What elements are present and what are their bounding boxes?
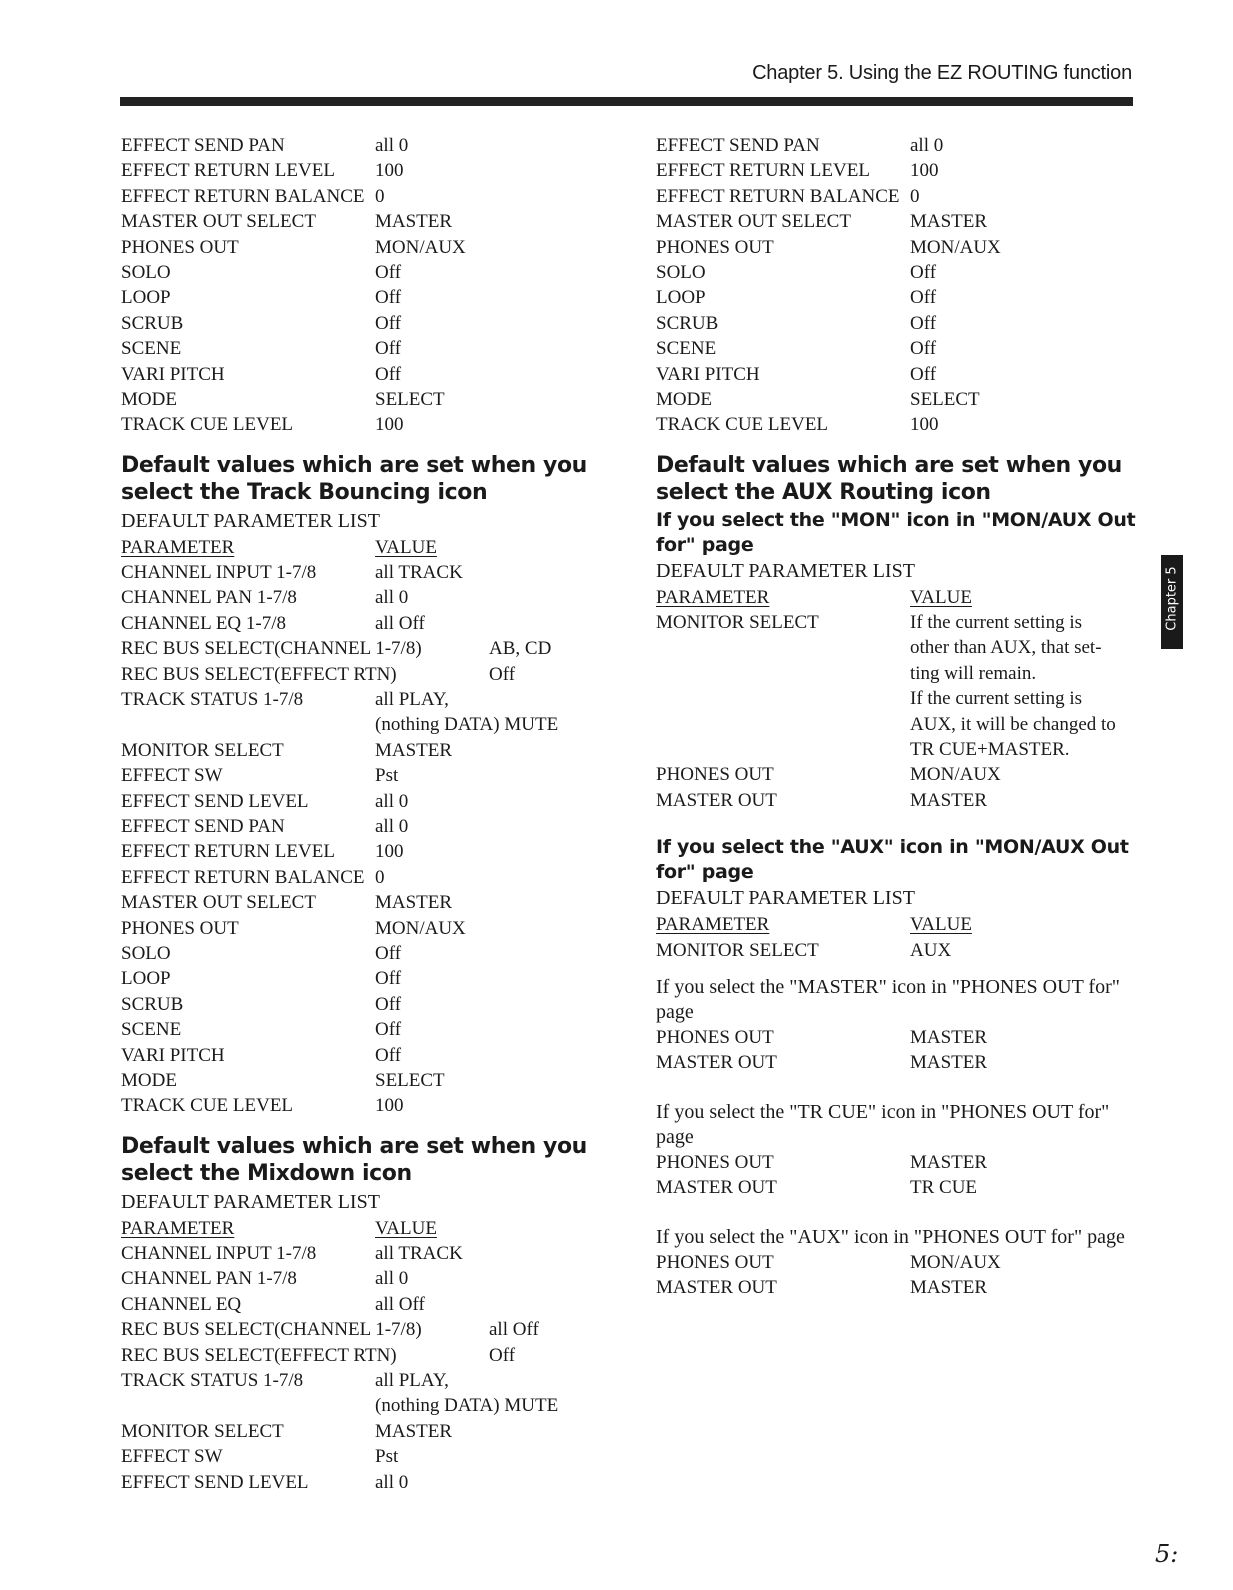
parameter-value: 100 [375, 1095, 404, 1117]
parameter-value: all 0 [375, 790, 409, 812]
parameter-value: Off [375, 363, 402, 385]
value-header: VALUE [910, 914, 972, 936]
parameter-value: If the current setting is [910, 688, 1083, 710]
parameter-row [656, 661, 1136, 686]
parameter-value: other than AUX, that set- [910, 637, 1102, 659]
parameter-row [656, 412, 1136, 437]
parameter-row [121, 1317, 621, 1342]
parameter-name: SCRUB [656, 312, 719, 334]
parameter-row [656, 1275, 1136, 1300]
parameter-name: EFFECT SEND PAN [656, 135, 820, 156]
parameter-value: Off [375, 968, 402, 990]
parameter-name: VARI PITCH [121, 1044, 225, 1066]
parameter-row [121, 1393, 621, 1418]
bounce-table [121, 560, 621, 1119]
parameter-value: If the current setting is [910, 612, 1083, 634]
parameter-name: SCRUB [121, 312, 184, 334]
parameter-name: SOLO [121, 261, 171, 283]
parameter-name: TRACK STATUS 1-7/8 [121, 1370, 304, 1392]
parameter-name: CHANNEL EQ 1-7/8 [121, 612, 286, 634]
parameter-value: TR CUE+MASTER. [910, 739, 1070, 761]
parameter-name: MASTER OUT [656, 1276, 777, 1298]
parameter-value: all 0 [910, 135, 944, 156]
mon-table [656, 610, 1136, 813]
value-header: VALUE [910, 586, 972, 608]
parameter-row [656, 1025, 1136, 1050]
parameter-value: Off [375, 338, 402, 360]
parameter-name: TRACK CUE LEVEL [121, 414, 294, 436]
parameter-row [656, 938, 1136, 963]
parameter-row [121, 362, 621, 387]
parameter-value: Off [375, 261, 402, 283]
parameter-value: 100 [375, 841, 404, 863]
right-top-table [656, 133, 1136, 438]
parameter-row [121, 1241, 621, 1266]
parameter-row [656, 1250, 1136, 1275]
parameter-row [656, 762, 1136, 787]
parameter-value: Off [489, 1344, 516, 1366]
parameter-name: SOLO [121, 942, 171, 964]
parameter-value: all PLAY, [375, 689, 449, 711]
parameter-name: EFFECT SEND LEVEL [121, 790, 309, 812]
parameter-name [656, 712, 910, 737]
value-header: VALUE [375, 1217, 437, 1239]
parameter-name: SOLO [656, 261, 706, 283]
parameter-row [121, 311, 621, 336]
parameter-name: MODE [121, 1069, 177, 1091]
parameter-row [121, 687, 621, 712]
parameter-value: Off [910, 363, 937, 385]
bounce-heading: Default values which are set when you select the Track Bouncing icon [121, 452, 587, 505]
parameter-value: MASTER [910, 1151, 988, 1173]
parameter-header: PARAMETER [656, 914, 770, 936]
parameter-row [656, 610, 1136, 635]
parameter-value: all 0 [375, 587, 409, 609]
mon-list-title: DEFAULT PARAMETER LIST [656, 559, 915, 582]
parameter-value: Pst [375, 1446, 399, 1468]
parameter-row [121, 992, 621, 1017]
parameter-header: PARAMETER [121, 1217, 235, 1239]
parameter-row [121, 1068, 621, 1093]
parameter-row [656, 184, 1136, 209]
aux-phones-table [656, 1250, 1136, 1301]
parameter-row [121, 1343, 621, 1368]
parameter-name: CHANNEL EQ [121, 1293, 242, 1315]
right-column [656, 133, 1136, 1300]
aux-routing-heading: Default values which are set when you select the AUX Routing icon [656, 452, 1122, 505]
parameter-name: CHANNEL PAN 1-7/8 [121, 587, 297, 609]
parameter-value: Off [375, 1019, 402, 1041]
parameter-name: VARI PITCH [121, 363, 225, 385]
parameter-value: all TRACK [375, 1243, 463, 1265]
parameter-row [121, 865, 621, 890]
parameter-value: 100 [375, 414, 404, 436]
parameter-row [121, 336, 621, 361]
parameter-value: all Off [489, 1319, 539, 1341]
parameter-header: PARAMETER [121, 536, 235, 558]
parameter-name: SCENE [656, 338, 717, 360]
parameter-row [656, 235, 1136, 260]
parameter-value: MASTER [910, 1052, 988, 1074]
parameter-row [656, 260, 1136, 285]
parameter-row [121, 133, 621, 158]
parameter-value: Off [375, 993, 402, 1015]
left-top-table [121, 133, 621, 438]
parameter-value: Off [489, 663, 516, 685]
parameter-name [121, 1393, 375, 1418]
trcue-phones-table [656, 1150, 1136, 1201]
left-column [121, 133, 621, 1495]
parameter-name: PHONES OUT [656, 236, 774, 258]
parameter-row [121, 1470, 621, 1495]
parameter-name [656, 737, 910, 762]
parameter-value: 100 [910, 160, 939, 182]
parameter-value: Off [910, 338, 937, 360]
parameter-value: MASTER [375, 892, 453, 914]
parameter-name: CHANNEL INPUT 1-7/8 [121, 562, 317, 584]
parameter-name: EFFECT RETURN LEVEL [121, 841, 335, 863]
parameter-row [121, 260, 621, 285]
parameter-name: SCRUB [121, 993, 184, 1015]
aux-icon-subheading: If you select the "AUX" icon in "MON/AUX Out for" page [656, 836, 1129, 884]
parameter-row [121, 1266, 621, 1291]
parameter-name: PHONES OUT [656, 764, 774, 786]
parameter-row [656, 686, 1136, 711]
parameter-row [656, 712, 1136, 737]
parameter-row [121, 1444, 621, 1469]
parameter-name: MODE [121, 388, 177, 410]
parameter-name: CHANNEL PAN 1-7/8 [121, 1268, 297, 1290]
parameter-value: 0 [375, 866, 385, 888]
bounce-list-title: DEFAULT PARAMETER LIST [121, 509, 380, 532]
parameter-value: all Off [375, 612, 425, 634]
header-rule [120, 97, 1133, 106]
parameter-row [121, 890, 621, 915]
parameter-row [656, 285, 1136, 310]
parameter-name [656, 661, 910, 686]
parameter-name [656, 686, 910, 711]
parameter-row [656, 209, 1136, 234]
parameter-value: AB, CD [489, 638, 552, 660]
parameter-name: EFFECT RETURN BALANCE [656, 185, 900, 207]
parameter-value: Off [375, 312, 402, 334]
parameter-value: MON/AUX [910, 1251, 1001, 1273]
parameter-name: PHONES OUT [656, 1151, 774, 1173]
parameter-row [121, 636, 621, 661]
parameter-name: EFFECT RETURN LEVEL [121, 160, 335, 182]
parameter-value: MASTER [375, 1420, 453, 1442]
parameter-row [121, 1043, 621, 1068]
parameter-name: MONITOR SELECT [121, 739, 284, 761]
mixdown-column-headers [121, 1216, 621, 1241]
parameter-value: Off [375, 287, 402, 309]
parameter-row [121, 235, 621, 260]
parameter-name: REC BUS SELECT(EFFECT RTN) [121, 663, 397, 685]
parameter-value: TR CUE [910, 1177, 978, 1199]
parameter-name: EFFECT SEND LEVEL [121, 1471, 309, 1493]
parameter-row [121, 585, 621, 610]
parameter-value: MASTER [910, 211, 988, 233]
parameter-value: Pst [375, 765, 399, 787]
mixdown-table [121, 1241, 621, 1495]
parameter-name: CHANNEL INPUT 1-7/8 [121, 1243, 317, 1265]
parameter-value: MON/AUX [375, 236, 466, 258]
parameter-name: PHONES OUT [121, 236, 239, 258]
parameter-name: MONITOR SELECT [121, 1420, 284, 1442]
parameter-row [121, 1368, 621, 1393]
parameter-row [121, 1093, 621, 1118]
value-header: VALUE [375, 536, 437, 558]
parameter-value: 0 [910, 185, 920, 207]
parameter-name: SCENE [121, 1019, 182, 1041]
parameter-value: SELECT [910, 388, 980, 410]
parameter-row [656, 1050, 1136, 1075]
parameter-value: AUX [910, 939, 952, 961]
parameter-value: Off [910, 287, 937, 309]
parameter-row [656, 737, 1136, 762]
parameter-name: EFFECT SEND PAN [121, 815, 285, 837]
chapter-header: Chapter 5. Using the EZ ROUTING function [752, 62, 1132, 84]
parameter-value: MASTER [910, 1026, 988, 1048]
mon-icon-subheading: If you select the "MON" icon in "MON/AUX Out for" page [656, 508, 1136, 556]
parameter-name [656, 635, 910, 660]
parameter-row [121, 966, 621, 991]
parameter-value: MASTER [910, 789, 988, 811]
parameter-name: EFFECT SW [121, 1446, 223, 1468]
parameter-row [121, 1017, 621, 1042]
parameter-value: all TRACK [375, 562, 463, 584]
aux-column-headers [656, 912, 1136, 937]
parameter-row [121, 662, 621, 687]
parameter-row [121, 712, 621, 737]
parameter-value: (nothing DATA) MUTE [375, 1395, 559, 1417]
parameter-value: Off [375, 1044, 402, 1066]
parameter-value: (nothing DATA) MUTE [375, 714, 559, 736]
page-number: 5: [1155, 1540, 1179, 1568]
aux-list-title: DEFAULT PARAMETER LIST [656, 887, 915, 910]
parameter-value: Off [375, 942, 402, 964]
parameter-name: MASTER OUT SELECT [121, 892, 316, 914]
parameter-row [656, 788, 1136, 813]
parameter-name: LOOP [121, 287, 171, 309]
parameter-value: MON/AUX [910, 236, 1001, 258]
parameter-row [656, 1150, 1136, 1175]
parameter-row [656, 387, 1136, 412]
parameter-value: all 0 [375, 1268, 409, 1290]
parameter-name: REC BUS SELECT(EFFECT RTN) [121, 1344, 397, 1366]
parameter-name: MASTER OUT SELECT [656, 211, 851, 233]
parameter-value: Off [910, 261, 937, 283]
parameter-row [121, 1292, 621, 1317]
parameter-row [656, 336, 1136, 361]
parameter-value: SELECT [375, 1069, 445, 1091]
parameter-name: LOOP [121, 968, 171, 990]
parameter-row [121, 285, 621, 310]
master-phones-table [656, 1025, 1136, 1076]
mon-column-headers [656, 585, 1136, 610]
parameter-row [121, 763, 621, 788]
parameter-name: TRACK CUE LEVEL [121, 1095, 294, 1117]
parameter-value: MASTER [375, 739, 453, 761]
parameter-name: PHONES OUT [656, 1026, 774, 1048]
parameter-value: MON/AUX [910, 764, 1001, 786]
parameter-name: MASTER OUT SELECT [121, 211, 316, 233]
parameter-value: 0 [375, 185, 385, 207]
parameter-name: VARI PITCH [656, 363, 760, 385]
parameter-row [121, 209, 621, 234]
parameter-name [121, 712, 375, 737]
aux-phones-paragraph: If you select the "AUX" icon in "PHONES OUT for" page [656, 1225, 1125, 1248]
parameter-row [121, 412, 621, 437]
parameter-row [121, 789, 621, 814]
parameter-name: MASTER OUT [656, 1177, 777, 1199]
bounce-column-headers [121, 535, 621, 560]
parameter-row [121, 611, 621, 636]
parameter-row [121, 814, 621, 839]
parameter-value: all 0 [375, 135, 409, 156]
parameter-name: EFFECT RETURN BALANCE [121, 866, 365, 888]
parameter-row [121, 1419, 621, 1444]
parameter-row [121, 158, 621, 183]
parameter-row [121, 387, 621, 412]
parameter-name: PHONES OUT [121, 917, 239, 939]
parameter-value: MASTER [375, 211, 453, 233]
parameter-row [121, 916, 621, 941]
parameter-row [656, 1175, 1136, 1200]
parameter-row [121, 184, 621, 209]
trcue-phones-paragraph: If you select the "TR CUE" icon in "PHONES OUT for" page [656, 1100, 1110, 1148]
parameter-row [121, 738, 621, 763]
chapter-side-tab [1161, 555, 1183, 649]
parameter-name: REC BUS SELECT(CHANNEL 1-7/8) [121, 638, 422, 660]
parameter-value: MON/AUX [375, 917, 466, 939]
parameter-value: Off [910, 312, 937, 334]
parameter-value: all 0 [375, 1471, 409, 1493]
parameter-row [656, 133, 1136, 158]
parameter-name: SCENE [121, 338, 182, 360]
parameter-value: SELECT [375, 388, 445, 410]
parameter-name: MASTER OUT [656, 789, 777, 811]
parameter-row [656, 362, 1136, 387]
parameter-value: all Off [375, 1293, 425, 1315]
parameter-name: LOOP [656, 287, 706, 309]
parameter-name: MASTER OUT [656, 1052, 777, 1074]
parameter-value: MASTER [910, 1276, 988, 1298]
parameter-row [121, 839, 621, 864]
parameter-value: 100 [375, 160, 404, 182]
parameter-value: AUX, it will be changed to [910, 713, 1116, 735]
parameter-name: REC BUS SELECT(CHANNEL 1-7/8) [121, 1319, 422, 1341]
aux-table [656, 938, 1136, 963]
parameter-name: EFFECT RETURN LEVEL [656, 160, 870, 182]
parameter-name: TRACK STATUS 1-7/8 [121, 689, 304, 711]
parameter-name: MONITOR SELECT [656, 939, 819, 961]
parameter-row [656, 311, 1136, 336]
parameter-name: TRACK CUE LEVEL [656, 414, 829, 436]
parameter-name: EFFECT RETURN BALANCE [121, 185, 365, 207]
master-phones-paragraph: If you select the "MASTER" icon in "PHONES OUT for" page [656, 975, 1120, 1023]
parameter-row [656, 635, 1136, 660]
parameter-name: EFFECT SEND PAN [121, 135, 285, 156]
parameter-header: PARAMETER [656, 586, 770, 608]
parameter-name: MODE [656, 388, 712, 410]
chapter-side-tab-label: Chapter 5 [1164, 566, 1180, 631]
parameter-row [656, 158, 1136, 183]
parameter-value: 100 [910, 414, 939, 436]
parameter-value: all PLAY, [375, 1370, 449, 1392]
mixdown-list-title: DEFAULT PARAMETER LIST [121, 1190, 380, 1213]
parameter-name: PHONES OUT [656, 1251, 774, 1273]
parameter-name: EFFECT SW [121, 765, 223, 787]
parameter-name: MONITOR SELECT [656, 612, 819, 634]
parameter-row [121, 560, 621, 585]
mixdown-heading: Default values which are set when you select the Mixdown icon [121, 1133, 587, 1186]
parameter-value: ting will remain. [910, 662, 1037, 684]
parameter-value: all 0 [375, 815, 409, 837]
parameter-row [121, 941, 621, 966]
